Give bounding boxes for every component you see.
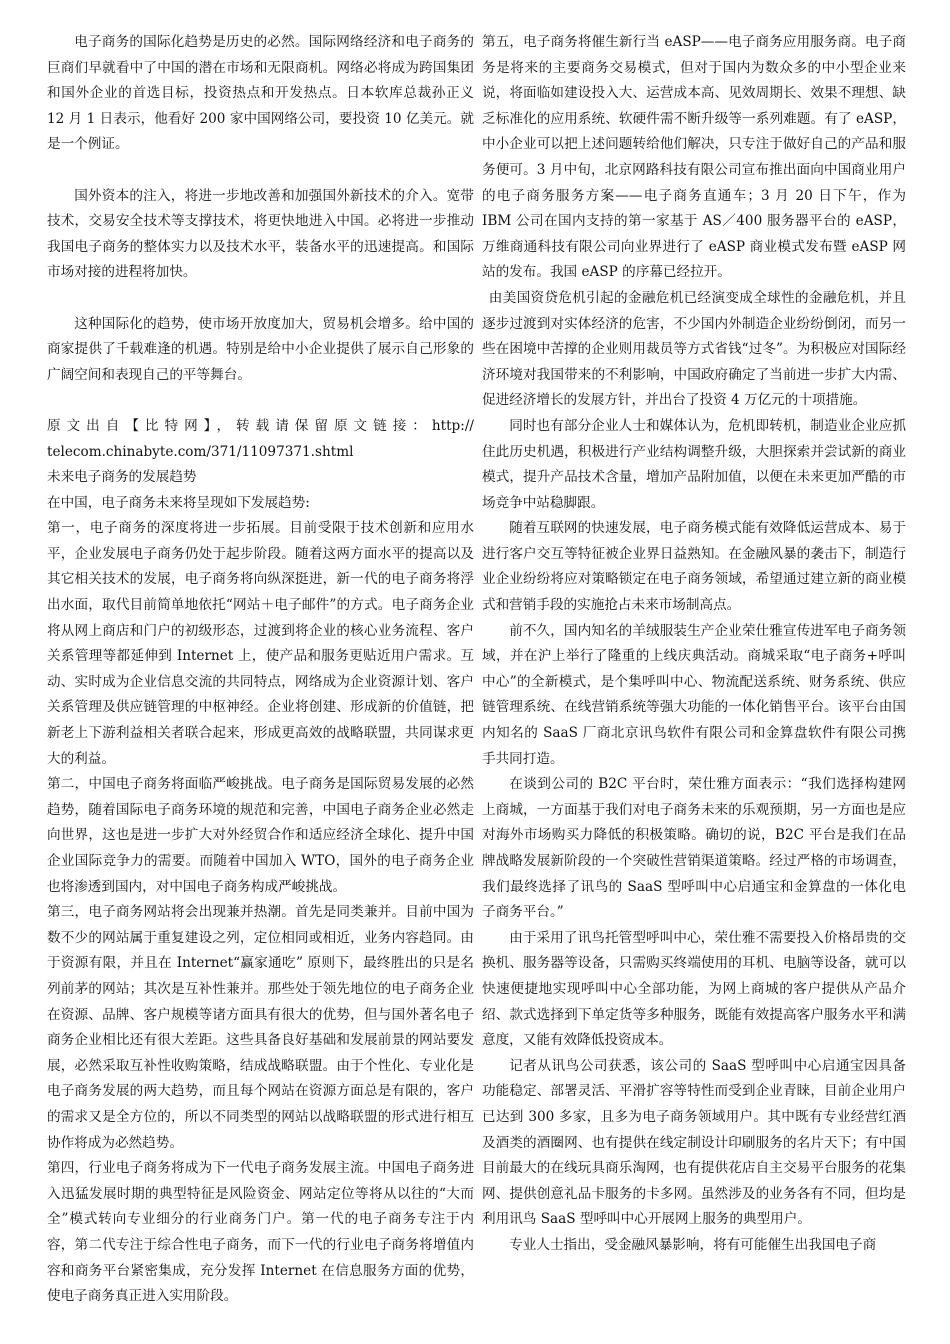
trend-second: 第二，中国电子商务将面临严峻挑战。电子商务是国际贸易发展的必然趋势，随着国际电子商务环境的规范和完善，中国电子商务企业必然走向世界，这也是进一步扩大对外经贸合作和适应经济全球化、提升中国企业国际竞争力的需要。而随着中国加入 WTO，国外的电子商务企业也将渗透到国内，对中国电子商务构成严峻挑战。: [47, 776, 474, 895]
paragraph-gap: [47, 286, 474, 312]
paragraph-internationalization: 电子商务的国际化趋势是历史的必然。国际网络经济和电子商务的巨商们早就看中了中国的潜在市场和无限商机。网络必将成为跨国集团和国外企业的首选目标，投资热点和开发热点。日本软库总裁孙正义 12 月 1 日表示，他看好 200 家中国网络公司，要投资 10 亿美元。就是一个例证。: [47, 34, 474, 153]
trend-fourth: 第四，行业电子商务将成为下一代电子商务发展主流。中国电子商务进入迅猛发展时期的典型特征是风险资金、网站定位等将从以往的“大而全”模式转向专业细分的行业商务门户。第一代的电子商务专注于内容，第二代专注于综合性电子商务，而下一代的行业电子商务将增值内容和商务平台紧密集成，充分发挥 Internet 在信息服务方面的优势，使电子商务真正进入实用阶段。: [47, 1160, 474, 1305]
paragraph-call-center: 由于采用了讯鸟托管型呼叫中心，荣仕雅不需要投入价格昂贵的交换机、服务器等设备，只需购买终端使用的耳机、电脑等设备，就可以快速便捷地实现呼叫中心全部功能，为网上商城的客户提供从产品介绍、款式选择到下单定货等多种服务，既能有效提高客户服务水平和满意度，又能有效降低投资成本。: [482, 929, 906, 1049]
paragraph-expert-view: 专业人士指出，受金融风暴影响，将有可能催生出我国电子商: [509, 1236, 877, 1253]
left-column: [47, 30, 474, 1310]
section-title: 未来电子商务的发展趋势: [47, 469, 197, 486]
paragraph-foreign-capital: 国外资本的注入，将进一步地改善和加强国外新技术的介入。宽带技术，交易安全技术等支撑技术，将更快地进入中国。必将进一步推动我国电子商务的整体实力以及技术水平，装备水平的迅速提高。和国际市场对接的进程将加快。: [47, 187, 474, 281]
trend-first: 第一，电子商务的深度将进一步拓展。目前受限于技术创新和应用水平，企业发展电子商务仍处于起步阶段。随着这两方面水平的提高以及其它相关技术的发展，电子商务将向纵深挺进，新一代的电子商务将浮出水面，取代目前简单地依托“网站＋电子邮件”的方式。电子商务企业将从网上商店和门户的初级形态，过渡到将企业的核心业务流程、客户关系管理等都延伸到 Internet 上，使产品和服务更贴近用户需求。互动、实时成为企业信息交流的共同特点，网络成为企业资源计划、客户关系管理及供应链管理的中枢神经。企业将创建、形成新的价值链，把新老上下游利益相关者联合起来，形成更高效的战略联盟，共同谋求更大的利益。: [47, 520, 474, 767]
paragraph-internet-development: 随着互联网的快速发展，电子商务模式能有效降低运营成本、易于进行客户交互等特征被企业界日益熟知。在金融风暴的袭击下，制造行业企业纷纷将应对策略锁定在电子商务领域，希望通过建立新的商业模式和营销手段的实施抢占未来市场制高点。: [482, 520, 906, 614]
paragraph-crisis-opportunity: 同时也有部分企业人士和媒体认为，危机即转机，制造业企业应抓住此历史机遇，积极进行产业结构调整升级，大胆探索并尝试新的商业模式，提升产品技术含量，增加产品附加值，以便在未来更加严酷的市场竞争中站稳脚跟。: [482, 417, 906, 511]
source-attribution: 原文出自【比特网】，转载请保留原文链接：http://: [47, 417, 474, 434]
right-column: [482, 30, 906, 1259]
paragraph-gap: [47, 158, 474, 184]
paragraph-financial-crisis: 由美国资贷危机引起的金融危机已经演变成全球性的金融危机，并且逐步过渡到对实体经济的危害，不少国内外制造企业纷纷倒闭，而另一些在困境中苦撑的企业则用裁员等方式省钱“过冬”。为积极应对国际经济环境对我国带来的不利影响，中国政府确定了当前进一步扩大内需、促进经济增长的发展方针，并出台了投资 4 万亿元的十项措施。: [482, 289, 906, 409]
paragraph-b2c-platform: 在谈到公司的 B2C 平台时，荣仕雅方面表示：“我们选择构建网上商城，一方面基于我们对电子商务未来的乐观预期，另一方面也是应对海外市场购买力降低的积极策略。确切的说，B2C 平台是我们在品牌战略发展新阶段的一个突破性营销渠道策略。经过严格的市场调查，我们最终选择了讯鸟的 SaaS 型呼叫中心启通宝和金算盘的一体化电子商务平台。”: [482, 776, 906, 921]
paragraph-gap: [47, 388, 474, 414]
paragraph-saas-users: 记者从讯鸟公司获悉，该公司的 SaaS 型呼叫中心启通宝因具备功能稳定、部署灵活、平滑扩容等特性而受到企业青睐，目前企业用户已达到 300 多家，且多为电子商务领域用户。其中既有专业经营红酒及酒类的酒圈网、也有提供在线定制设计印刷服务的名片天下；有中国目前最大的在线玩具商乐淘网，也有提供花店自主交易平台服务的花集网、提供创意礼品卡服务的卡多网。虽然涉及的业务各有不同，但均是利用讯鸟 SaaS 型呼叫中心开展网上服务的典型用户。: [482, 1057, 906, 1228]
section-intro: 在中国，电子商务未来将呈现如下发展趋势:: [47, 494, 310, 511]
source-link: telecom.chinabyte.com/371/11097371.shtml: [47, 443, 354, 460]
trend-fifth: 第五，电子商务将催生新行当 eASP——电子商务应用服务商。电子商务是将来的主要商务交易模式，但对于国内为数众多的中小型企业来说，将面临如建设投入大、运营成本高、见效周期长、效果不理想、缺乏标准化的应用系统、软硬件需不断升级等一系列难题。有了 eASP，中小企业可以把上述问题转给他们解决，只专注于做好自己的产品和服务便可。3 月中旬，北京网路科技有限公司宣布推出面向中国商业用户的电子商务服务方案——电子商务直通车；3 月 20 日下午，作为 IBM 公司在国内支持的第一家基于 AS／400 服务器平台的 eASP，万维商通科技有限公司向业界进行了 eASP 商业模式发布暨 eASP 网站的发布。我国 eASP 的序幕已经拉开。: [482, 34, 906, 281]
paragraph-opportunity: 这种国际化的趋势，使市场开放度加大，贸易机会增多。给中国的商家提供了千载难逢的机遇。特别是给中小企业提供了展示自己形象的广阔空间和表现自己的平等舞台。: [47, 315, 474, 383]
paragraph-rongshiya-launch: 前不久，国内知名的羊绒服装生产企业荣仕雅宣传进军电子商务领域，并在沪上举行了隆重的上线庆典活动。商城采取“电子商务+呼叫中心”的全新模式，是个集呼叫中心、物流配送系统、财务系统、供应链管理系统、在线营销系统等强大功能的一体化销售平台。该平台由国内知名的 SaaS 厂商北京讯鸟软件有限公司和金算盘软件有限公司携手共同打造。: [482, 622, 906, 767]
trend-third: 第三，电子商务网站将会出现兼并热潮。首先是同类兼并。目前中国为数不少的网站属于重复建设之列，定位相同或相近，业务内容趋同。由于资源有限，并且在 Internet“赢家通吃” 原则下，最终胜出的只是名列前茅的网站；其次是互补性兼并。那些处于领先地位的电子商务企业在资源、品牌、客户规模等诸方面具有很大的优势，但与国外著名电子商务企业相比还有很大差距。这些具备良好基础和发展前景的网站要发展，必然采取互补性收购策略，结成战略联盟。由于个性化、专业化是电子商务发展的两大趋势，而且每个网站在资源方面总是有限的，客户的需求又是全方位的，所以不同类型的网站以战略联盟的形式进行相互协作将成为必然趋势。: [47, 904, 474, 1151]
